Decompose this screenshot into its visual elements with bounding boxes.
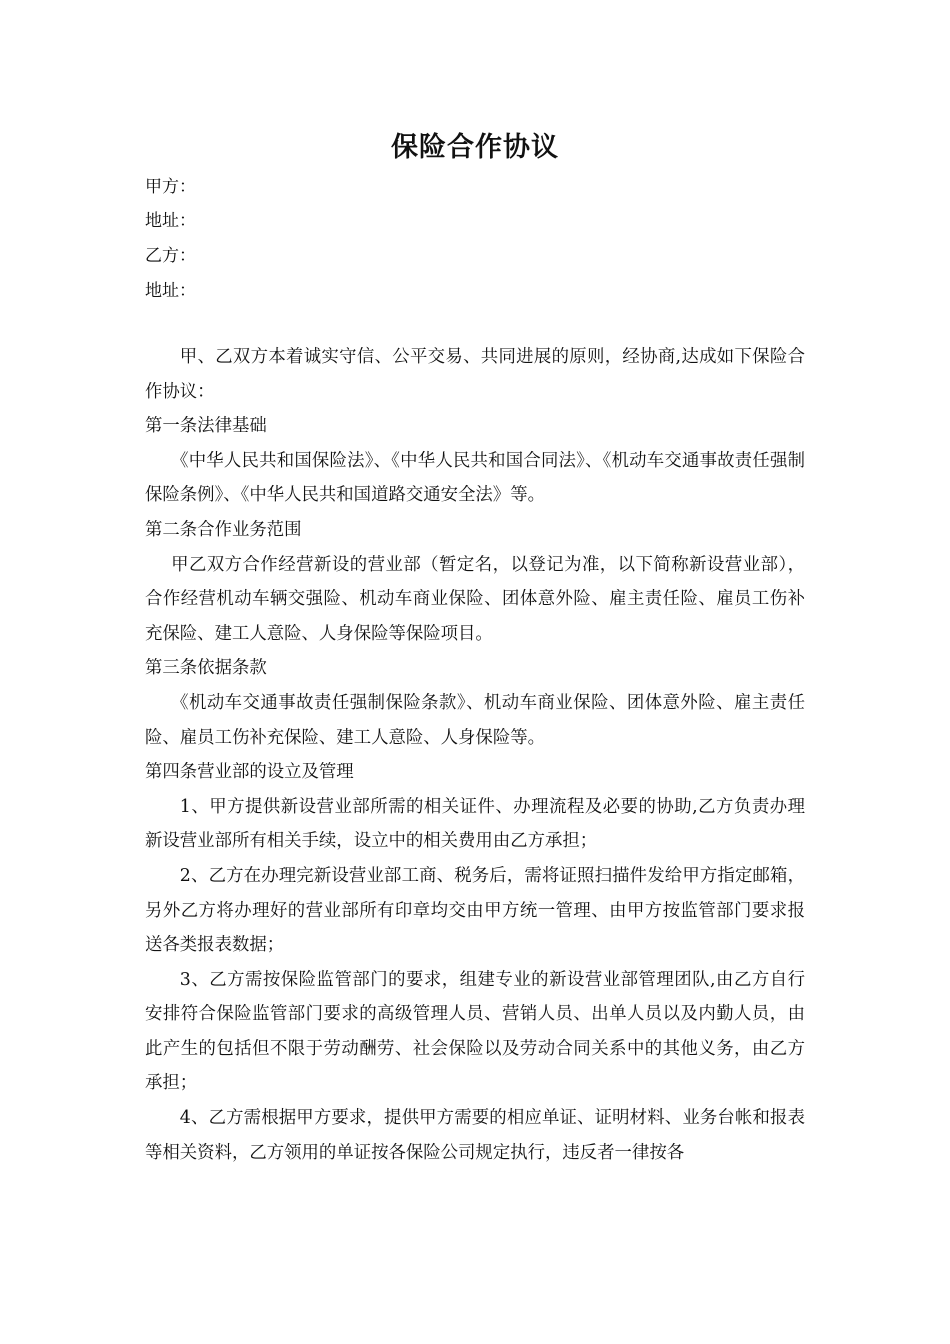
article-2-heading: 第二条合作业务范围 [145, 519, 302, 540]
party-a-address-label: 地址： [145, 211, 196, 231]
party-a-label: 甲方： [145, 177, 196, 197]
article-1-text: 《中华人民共和国保险法》、《中华人民共和国合同法》、《机动车交通事故责任强制保险条例》、《中华人民共和国道路交通安全法》等。 [145, 450, 805, 506]
article-3-text: 《机动车交通事故责任强制保险条款》、机动车商业保险、团体意外险、雇主责任险、雇员工伤补充保险、建工人意险、人身保险等。 [145, 692, 805, 748]
article-4-clause-4: 4、乙方需根据甲方要求，提供甲方需要的相应单证、证明材料、业务台帐和报表等相关资料，乙方领用的单证按各保险公司规定执行，违反者一律按各 [145, 1108, 805, 1163]
article-3-heading: 第三条依据条款 [145, 658, 267, 679]
article-2-text: 甲乙双方合作经营新设的营业部（暂定名，以登记为准，以下简称新设营业部），合作经营机动车辆交强险、机动车商业保险、团体意外险、雇主责任险、雇员工伤补充保险、建工人意险、人身保险等保险项目。 [145, 554, 805, 644]
party-b-address-label: 地址： [145, 281, 196, 301]
article-4-clause-1: 1、甲方提供新设营业部所需的相关证件、办理流程及必要的协助,乙方负责办理新设营业部所有相关手续，设立中的相关费用由乙方承担； [145, 796, 805, 852]
article-4-heading: 第四条营业部的设立及管理 [145, 762, 354, 783]
document-title: 保险合作协议 [391, 132, 559, 163]
party-b-label: 乙方： [145, 246, 196, 266]
article-4-clause-2: 2、乙方在办理完新设营业部工商、税务后，需将证照扫描件发给甲方指定邮箱，另外乙方将办理好的营业部所有印章均交由甲方统一管理、由甲方按监管部门要求报送各类报表数据； [145, 865, 805, 956]
article-4-clause-3: 3、乙方需按保险监管部门的要求，组建专业的新设营业部管理团队,由乙方自行安排符合保险监管部门要求的高级管理人员、营销人员、出单人员以及内勤人员，由此产生的包括但不限于劳动酬劳、社会保险以及劳动合同关系中的其他义务，由乙方承担； [145, 969, 805, 1094]
preamble-paragraph: 甲、乙双方本着诚实守信、公平交易、共同进展的原则，经协商,达成如下保险合作协议： [145, 347, 805, 402]
article-1-heading: 第一条法律基础 [145, 416, 267, 437]
agreement-body [145, 340, 805, 1170]
